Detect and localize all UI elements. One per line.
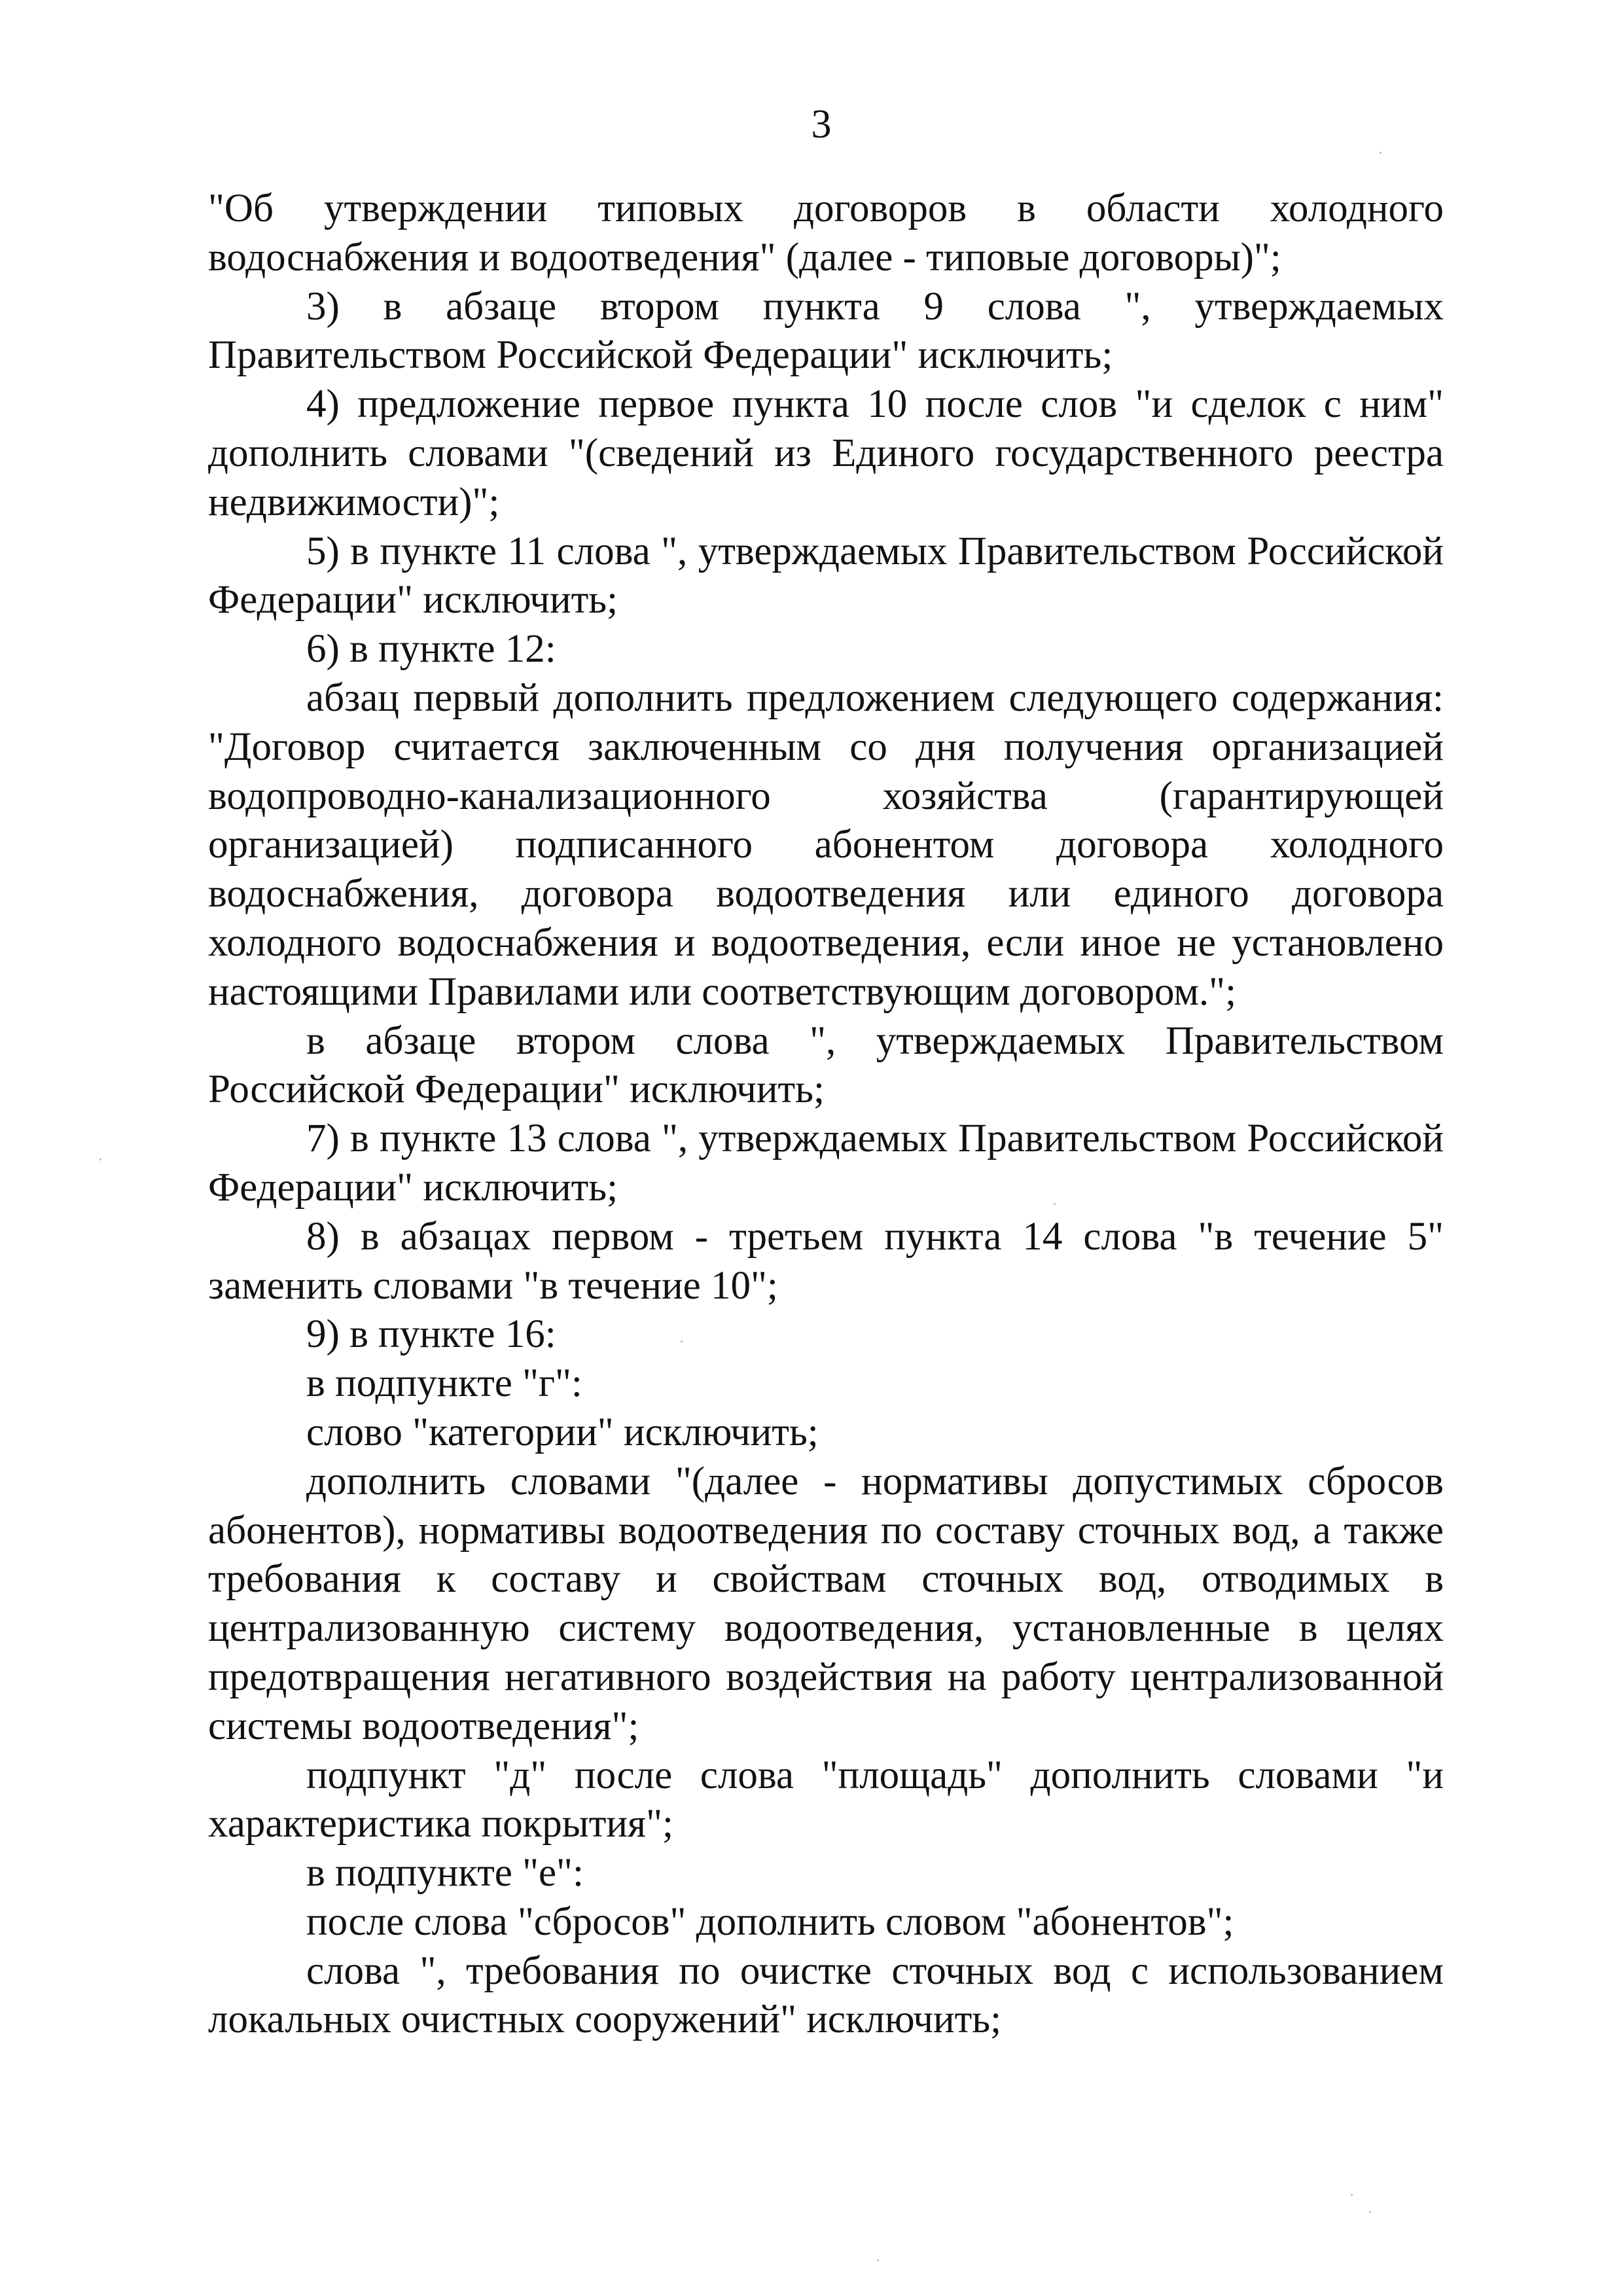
paragraph-typical-contracts: "Об утверждении типовых договоров в области холодного водоснабжения и водоотведения" (далее - типовые договоры)";	[208, 187, 1444, 279]
paragraph-word-category: слово "категории" исключить;	[306, 1410, 819, 1454]
paragraph-subitem-d: подпункт "д" после слова "площадь" дополнить словами "и характеристика покрытия";	[208, 1753, 1444, 1846]
scan-speck	[1351, 2194, 1353, 2196]
paragraph-item-7: 7) в пункте 13 слова ", утверждаемых Правительством Российской Федерации" исключить;	[208, 1117, 1444, 1210]
paragraph-item-6-first-abzac: абзац первый дополнить предложением следующего содержания: "Договор считается заключенным со дня получения организацией водопроводно-канализационного хозяйства (гарантирующей организацией) подписанного абонентом договора холодного водоснабжения, договора водоотведения или единого договора холодного водоснабжения и водоотведения, если иное не установлено настоящими Правилами или соответствующим договором.";	[208, 675, 1444, 1014]
paragraph-item-6: 6) в пункте 12:	[306, 627, 556, 672]
paragraph-item-3: 3) в абзаце втором пункта 9 слова ", утверждаемых Правительством Российской Федерации" исключить;	[208, 284, 1444, 378]
paragraph-item-9: 9) в пункте 16:	[306, 1312, 556, 1357]
scan-speck	[99, 1158, 101, 1160]
scan-speck	[1380, 152, 1382, 154]
paragraph-item-4: 4) предложение первое пункта 10 после слов "и сделок с ним" дополнить словами "(сведений из Единого государственного реестра недвижимости)";	[208, 382, 1444, 524]
paragraph-subitem-g: в подпункте "г":	[306, 1361, 582, 1406]
paragraph-after-word-discharges: после слова "сбросов" дополнить словом "абонентов";	[306, 1899, 1234, 1944]
page-number: 3	[811, 102, 832, 147]
paragraph-item-5: 5) в пункте 11 слова ", утверждаемых Правительством Российской Федерации" исключить;	[208, 529, 1444, 622]
paragraph-item-6-second-abzac: в абзаце втором слова ", утверждаемых Правительством Российской Федерации" исключить;	[208, 1018, 1444, 1112]
paragraph-item-8: 8) в абзацах первом - третьем пункта 14 слова "в течение 5" заменить словами "в течение 10";	[208, 1214, 1444, 1308]
scan-speck	[877, 2259, 879, 2261]
paragraph-subitem-e: в подпункте "е":	[306, 1851, 584, 1895]
scan-speck	[681, 1340, 683, 1342]
paragraph-add-words-norms: дополнить словами "(далее - нормативы допустимых сбросов абонентов), нормативы водоотведения по составу сточных вод, а также требования к составу и свойствам сточных вод, отводимых в централизованную систему водоотведения, установленные в целях предотвращения негативного воздействия на работу централизованной системы водоотведения";	[208, 1459, 1444, 1748]
document-body	[208, 185, 1444, 2045]
paragraph-words-treatment: слова ", требования по очистке сточных вод с использованием локальных очистных сооружений" исключить;	[208, 1948, 1444, 2042]
scan-speck	[1369, 2211, 1371, 2213]
scan-speck	[1054, 1203, 1056, 1205]
